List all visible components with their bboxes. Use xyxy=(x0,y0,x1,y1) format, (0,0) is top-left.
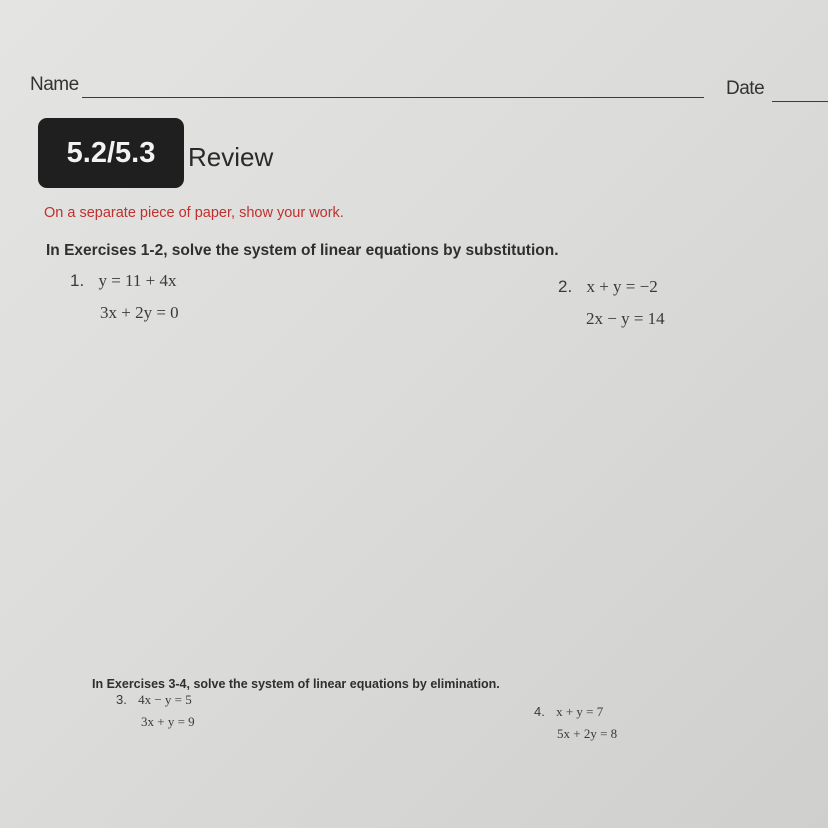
problem-4-eq1: x + y = 7 xyxy=(556,704,604,719)
page-title: Review xyxy=(188,142,274,172)
problem-4-number: 4. xyxy=(534,704,545,719)
problem-2-number: 2. xyxy=(558,277,573,296)
problem-4-eq2: 5x + 2y = 8 xyxy=(557,726,618,741)
problem-1-eq1: y = 11 + 4x xyxy=(98,271,177,290)
problem-3-number: 3. xyxy=(116,692,127,707)
problem-2-eq2: 2x − y = 14 xyxy=(586,309,665,328)
problem-1-eq2: 3x + 2y = 0 xyxy=(100,303,179,322)
work-note: On a separate piece of paper, show your work. xyxy=(44,205,344,221)
problem-2 xyxy=(558,277,658,297)
problem-3-eq1: 4x − y = 5 xyxy=(138,692,192,707)
section1-instruction: In Exercises 1-2, solve the system of linear equations by substitution. xyxy=(46,242,559,259)
problem-1-number: 1. xyxy=(70,271,85,290)
name-label: Name xyxy=(30,74,79,95)
problem-4 xyxy=(534,704,603,720)
date-label: Date xyxy=(726,78,765,99)
badge-text: 5.2/5.3 xyxy=(66,136,156,169)
problem-3 xyxy=(116,692,192,708)
date-line[interactable] xyxy=(772,101,828,102)
name-line[interactable] xyxy=(82,97,704,98)
problem-2-eq1: x + y = −2 xyxy=(586,277,658,296)
section2-instruction: In Exercises 3-4, solve the system of linear equations by elimination. xyxy=(92,677,500,691)
section-badge xyxy=(38,118,184,188)
problem-1 xyxy=(70,271,176,291)
problem-3-eq2: 3x + y = 9 xyxy=(141,714,195,729)
